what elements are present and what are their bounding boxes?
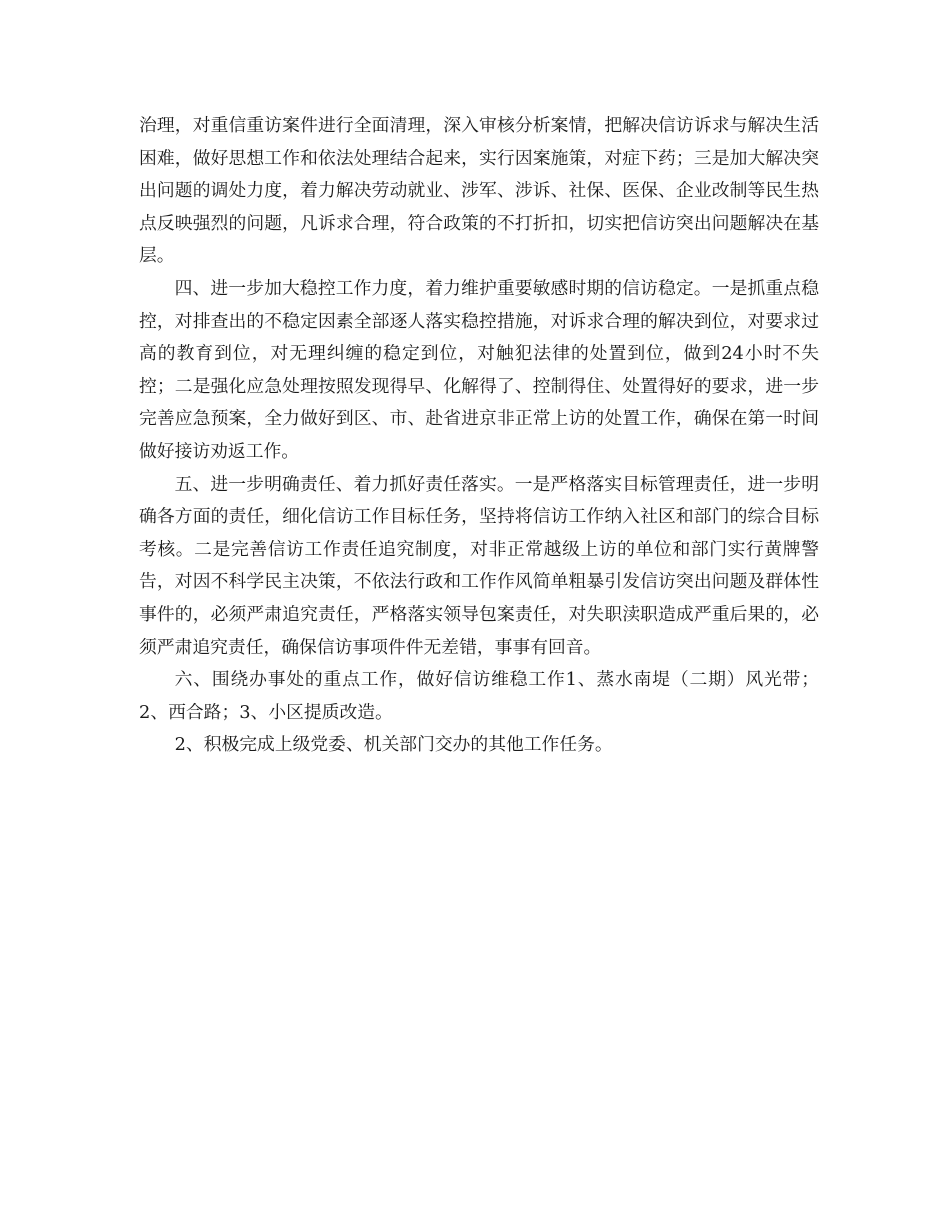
paragraph-four: 四、进一步加大稳控工作力度，着力维护重要敏感时期的信访稳定。一是抓重点稳控，对排查出的不稳定因素全部逐人落实稳控措施，对诉求合理的解决到位，对要求过高的教育到位，对无理纠缠的稳定到位，对触犯法律的处置到位，做到24小时不失控；二是强化应急处理按照发现得早、化解得了、控制得住、处置得好的要求，进一步完善应急预案，全力做好到区、市、赴省进京非正常上访的处置工作，确保在第一时间做好接访劝返工作。: [139, 277, 819, 462]
paragraph-last: 2、积极完成上级党委、机关部门交办的其他工作任务。: [174, 734, 613, 756]
paragraph-six: 六、围绕办事处的重点工作，做好信访维稳工作1、蒸水南堤（二期）风光带；2、西合路；3、小区提质改造。: [139, 669, 819, 723]
paragraph-five: 五、进一步明确责任、着力抓好责任落实。一是严格落实目标管理责任，进一步明确各方面的责任，细化信访工作目标任务，坚持将信访工作纳入社区和部门的综合目标考核。二是完善信访工作责任追究制度，对非正常越级上访的单位和部门实行黄牌警告，对因不科学民主决策，不依法行政和工作作风简单粗暴引发信访突出问题及群体性事件的，必须严肃追究责任，严格落实领导包案责任，对失职渎职造成严重后果的，必须严肃追究责任，确保信访事项件件无差错，事事有回音。: [139, 473, 819, 658]
document-body: [139, 110, 819, 762]
paragraph-continued: 治理，对重信重访案件进行全面清理，深入审核分析案情，把解决信访诉求与解决生活困难，做好思想工作和依法处理结合起来，实行因案施策，对症下药；三是加大解决突出问题的调处力度，着力解决劳动就业、涉军、涉诉、社保、医保、企业改制等民生热点反映强烈的问题，凡诉求合理，符合政策的不打折扣，切实把信访突出问题解决在基层。: [139, 115, 819, 267]
